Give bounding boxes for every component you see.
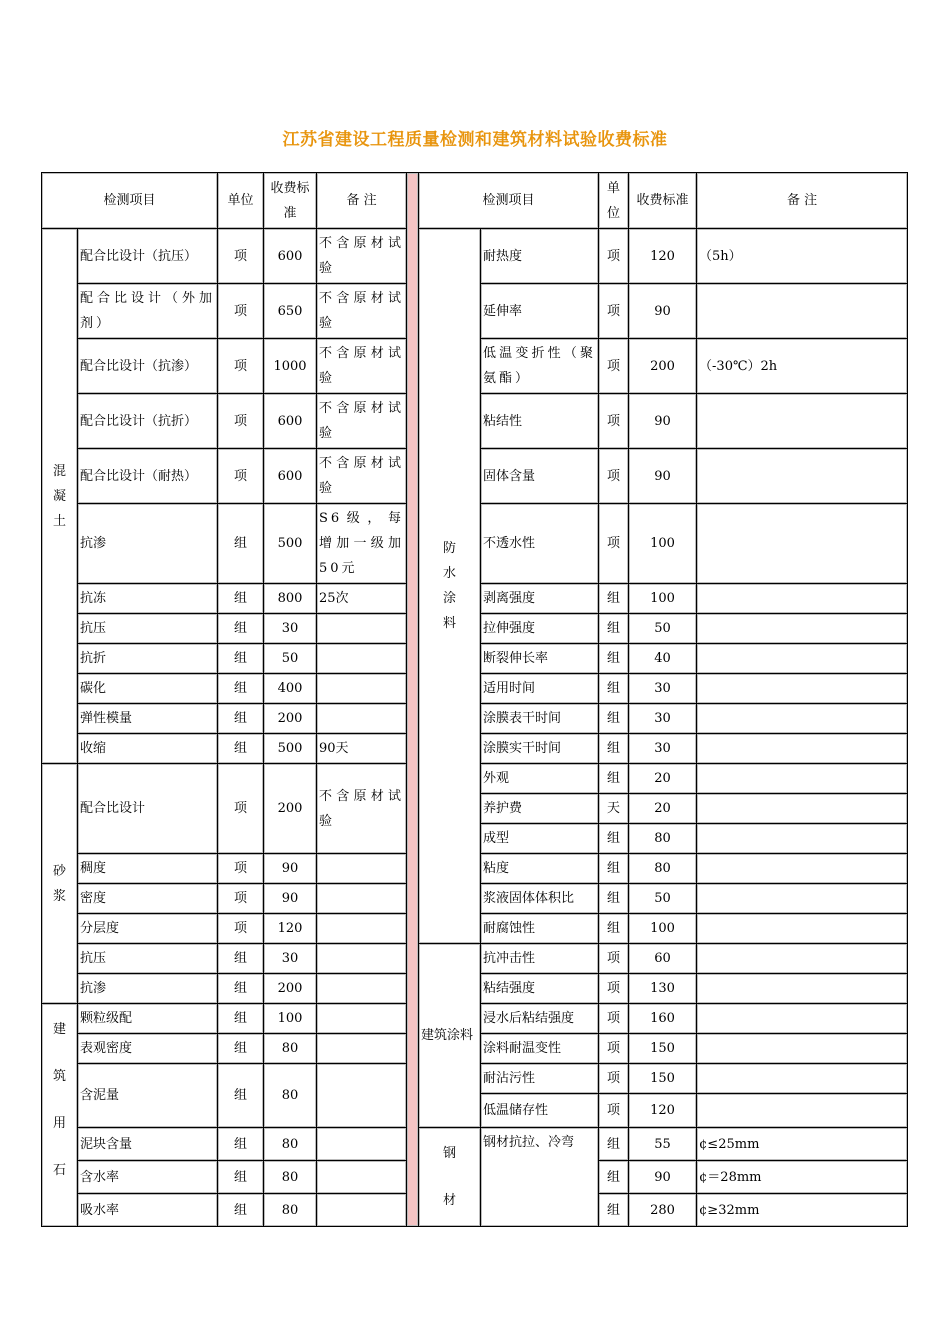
left-note <box>317 644 407 674</box>
right-fee: 100 <box>629 914 697 944</box>
right-fee: 100 <box>629 584 697 614</box>
left-note <box>317 674 407 704</box>
left-fee: 120 <box>264 914 317 944</box>
left-fee: 50 <box>264 644 317 674</box>
table-row <box>42 944 908 974</box>
left-item: 含泥量 <box>78 1064 218 1128</box>
right-unit: 组 <box>599 854 629 884</box>
right-note: ¢≥32mm <box>697 1194 908 1227</box>
left-note: 90天 <box>317 734 407 764</box>
right-unit: 项 <box>599 504 629 584</box>
right-unit: 项 <box>599 974 629 1004</box>
right-note: （-30℃）2h <box>697 339 908 394</box>
right-item: 断裂伸长率 <box>481 644 599 674</box>
right-item: 养护费 <box>481 794 599 824</box>
left-item: 颗粒级配 <box>78 1004 218 1034</box>
left-item: 配合比设计（抗压） <box>78 229 218 284</box>
left-item: 含水率 <box>78 1161 218 1194</box>
right-unit: 项 <box>599 339 629 394</box>
right-note <box>697 449 908 504</box>
right-note <box>697 1004 908 1034</box>
right-item: 浸水后粘结强度 <box>481 1004 599 1034</box>
left-item: 弹性模量 <box>78 704 218 734</box>
right-unit: 组 <box>599 734 629 764</box>
right-item: 外观 <box>481 764 599 794</box>
left-note: 不含原材试验 <box>317 284 407 339</box>
right-note <box>697 584 908 614</box>
left-item: 配合比设计（耐热） <box>78 449 218 504</box>
left-item: 配合比设计（抗渗） <box>78 339 218 394</box>
header-left-fee: 收费标准 <box>264 173 317 229</box>
left-unit: 项 <box>218 764 264 854</box>
left-note: 不含原材试验 <box>317 394 407 449</box>
right-item: 剥离强度 <box>481 584 599 614</box>
right-item: 延伸率 <box>481 284 599 339</box>
right-fee: 150 <box>629 1064 697 1094</box>
category-waterproof-coating: 防水涂料 <box>419 229 481 944</box>
right-fee: 90 <box>629 284 697 339</box>
left-fee: 200 <box>264 704 317 734</box>
right-item: 适用时间 <box>481 674 599 704</box>
left-note: 不含原材试验 <box>317 449 407 504</box>
left-unit: 组 <box>218 1064 264 1128</box>
left-note <box>317 854 407 884</box>
left-fee: 400 <box>264 674 317 704</box>
left-note <box>317 1161 407 1194</box>
right-unit: 天 <box>599 794 629 824</box>
left-fee: 800 <box>264 584 317 614</box>
left-fee: 500 <box>264 504 317 584</box>
left-item: 抗压 <box>78 614 218 644</box>
left-note <box>317 914 407 944</box>
right-unit: 组 <box>599 764 629 794</box>
left-unit: 组 <box>218 614 264 644</box>
right-unit: 项 <box>599 1034 629 1064</box>
right-note <box>697 394 908 449</box>
header-right-note: 备 注 <box>697 173 908 229</box>
right-note <box>697 704 908 734</box>
right-note <box>697 674 908 704</box>
right-item: 钢材抗拉、冷弯 <box>481 1128 599 1227</box>
left-unit: 组 <box>218 734 264 764</box>
left-unit: 项 <box>218 229 264 284</box>
left-note: 不含原材试验 <box>317 229 407 284</box>
left-note <box>317 1194 407 1227</box>
right-item: 成型 <box>481 824 599 854</box>
left-fee: 90 <box>264 854 317 884</box>
left-item: 泥块含量 <box>78 1128 218 1161</box>
left-unit: 项 <box>218 884 264 914</box>
left-note: 不含原材试验 <box>317 764 407 854</box>
left-unit: 组 <box>218 584 264 614</box>
right-unit: 组 <box>599 914 629 944</box>
right-item: 浆液固体体积比 <box>481 884 599 914</box>
table-row <box>42 1128 908 1161</box>
right-unit: 组 <box>599 1194 629 1227</box>
header-left-unit: 单位 <box>218 173 264 229</box>
left-note <box>317 704 407 734</box>
left-fee: 600 <box>264 229 317 284</box>
table-row <box>42 229 908 284</box>
right-unit: 项 <box>599 394 629 449</box>
left-fee: 30 <box>264 614 317 644</box>
right-item: 粘度 <box>481 854 599 884</box>
left-item: 分层度 <box>78 914 218 944</box>
left-unit: 项 <box>218 284 264 339</box>
left-item: 密度 <box>78 884 218 914</box>
left-note <box>317 614 407 644</box>
column-separator <box>407 173 419 1227</box>
left-unit: 组 <box>218 674 264 704</box>
left-note <box>317 1034 407 1064</box>
left-item: 碳化 <box>78 674 218 704</box>
right-note <box>697 644 908 674</box>
right-item: 粘结强度 <box>481 974 599 1004</box>
left-unit: 组 <box>218 974 264 1004</box>
right-note <box>697 284 908 339</box>
right-fee: 280 <box>629 1194 697 1227</box>
right-note: ¢＝28mm <box>697 1161 908 1194</box>
right-item: 低温储存性 <box>481 1094 599 1128</box>
right-item: 抗冲击性 <box>481 944 599 974</box>
right-fee: 100 <box>629 504 697 584</box>
right-fee: 200 <box>629 339 697 394</box>
left-fee: 80 <box>264 1194 317 1227</box>
right-note <box>697 764 908 794</box>
right-note <box>697 504 908 584</box>
right-fee: 80 <box>629 824 697 854</box>
right-item: 耐沾污性 <box>481 1064 599 1094</box>
left-fee: 500 <box>264 734 317 764</box>
left-fee: 650 <box>264 284 317 339</box>
left-fee: 600 <box>264 394 317 449</box>
right-note <box>697 794 908 824</box>
header-right-item: 检测项目 <box>419 173 599 229</box>
right-unit: 项 <box>599 1004 629 1034</box>
fee-table <box>41 172 908 1227</box>
category-steel: 钢材 <box>419 1128 481 1227</box>
right-fee: 80 <box>629 854 697 884</box>
header-row <box>42 173 908 229</box>
left-unit: 组 <box>218 944 264 974</box>
right-unit: 组 <box>599 1161 629 1194</box>
left-item: 表观密度 <box>78 1034 218 1064</box>
right-fee: 55 <box>629 1128 697 1161</box>
right-item: 低温变折性（聚氨酯） <box>481 339 599 394</box>
category-concrete: 混凝土 <box>42 229 78 764</box>
right-unit: 组 <box>599 644 629 674</box>
left-note <box>317 1004 407 1034</box>
left-note: S6级，每增加一级加50元 <box>317 504 407 584</box>
left-item: 配合比设计（抗折） <box>78 394 218 449</box>
right-note <box>697 944 908 974</box>
left-unit: 项 <box>218 854 264 884</box>
right-unit: 组 <box>599 584 629 614</box>
right-item: 涂膜实干时间 <box>481 734 599 764</box>
right-unit: 组 <box>599 1128 629 1161</box>
right-fee: 90 <box>629 394 697 449</box>
right-note <box>697 1064 908 1094</box>
right-note <box>697 734 908 764</box>
left-item: 配合比设计 <box>78 764 218 854</box>
right-item: 耐腐蚀性 <box>481 914 599 944</box>
left-unit: 组 <box>218 644 264 674</box>
right-unit: 组 <box>599 614 629 644</box>
left-unit: 项 <box>218 394 264 449</box>
right-unit: 项 <box>599 229 629 284</box>
left-fee: 80 <box>264 1161 317 1194</box>
right-unit: 组 <box>599 674 629 704</box>
right-note <box>697 854 908 884</box>
right-note <box>697 884 908 914</box>
left-fee: 200 <box>264 974 317 1004</box>
left-note: 不含原材试验 <box>317 339 407 394</box>
left-unit: 组 <box>218 1004 264 1034</box>
left-note <box>317 944 407 974</box>
right-note <box>697 974 908 1004</box>
right-item: 不透水性 <box>481 504 599 584</box>
page-title: 江苏省建设工程质量检测和建筑材料试验收费标准 <box>282 130 668 150</box>
category-mortar: 砂浆 <box>42 764 78 1004</box>
left-unit: 组 <box>218 504 264 584</box>
right-unit: 项 <box>599 1094 629 1128</box>
right-fee: 30 <box>629 734 697 764</box>
right-unit: 项 <box>599 449 629 504</box>
right-fee: 150 <box>629 1034 697 1064</box>
left-unit: 组 <box>218 1128 264 1161</box>
right-note <box>697 1094 908 1128</box>
left-item: 配合比设计（外加剂） <box>78 284 218 339</box>
right-item: 粘结性 <box>481 394 599 449</box>
right-unit: 组 <box>599 704 629 734</box>
left-unit: 项 <box>218 449 264 504</box>
left-unit: 组 <box>218 1161 264 1194</box>
right-unit: 项 <box>599 944 629 974</box>
left-note <box>317 1128 407 1161</box>
right-fee: 90 <box>629 1161 697 1194</box>
right-item: 涂料耐温变性 <box>481 1034 599 1064</box>
header-left-note: 备 注 <box>317 173 407 229</box>
left-fee: 90 <box>264 884 317 914</box>
left-note: 25次 <box>317 584 407 614</box>
left-item: 吸水率 <box>78 1194 218 1227</box>
left-note <box>317 974 407 1004</box>
left-fee: 200 <box>264 764 317 854</box>
left-fee: 600 <box>264 449 317 504</box>
left-fee: 1000 <box>264 339 317 394</box>
right-note: ¢≤25mm <box>697 1128 908 1161</box>
right-fee: 130 <box>629 974 697 1004</box>
right-item: 涂膜表干时间 <box>481 704 599 734</box>
right-note <box>697 824 908 854</box>
right-unit: 组 <box>599 824 629 854</box>
left-item: 抗冻 <box>78 584 218 614</box>
header-left-item: 检测项目 <box>42 173 218 229</box>
left-item: 抗折 <box>78 644 218 674</box>
header-right-unit: 单位 <box>599 173 629 229</box>
right-fee: 160 <box>629 1004 697 1034</box>
left-fee: 80 <box>264 1064 317 1128</box>
left-unit: 组 <box>218 1034 264 1064</box>
left-fee: 30 <box>264 944 317 974</box>
right-fee: 50 <box>629 614 697 644</box>
right-note <box>697 914 908 944</box>
left-note <box>317 884 407 914</box>
left-unit: 项 <box>218 914 264 944</box>
right-note <box>697 614 908 644</box>
right-fee: 20 <box>629 794 697 824</box>
right-fee: 20 <box>629 764 697 794</box>
left-item: 抗渗 <box>78 974 218 1004</box>
right-item: 耐热度 <box>481 229 599 284</box>
right-note <box>697 1034 908 1064</box>
right-fee: 120 <box>629 229 697 284</box>
right-unit: 项 <box>599 1064 629 1094</box>
category-architectural-coating: 建筑涂料 <box>419 944 481 1128</box>
right-unit: 组 <box>599 884 629 914</box>
right-fee: 30 <box>629 704 697 734</box>
left-unit: 项 <box>218 339 264 394</box>
right-note: （5h） <box>697 229 908 284</box>
left-fee: 100 <box>264 1004 317 1034</box>
left-item: 抗压 <box>78 944 218 974</box>
left-item: 抗渗 <box>78 504 218 584</box>
right-fee: 90 <box>629 449 697 504</box>
category-building-stone: 建筑用石 <box>42 1004 78 1227</box>
header-right-fee: 收费标准 <box>629 173 697 229</box>
left-unit: 组 <box>218 1194 264 1227</box>
right-fee: 40 <box>629 644 697 674</box>
right-fee: 120 <box>629 1094 697 1128</box>
left-item: 稠度 <box>78 854 218 884</box>
right-fee: 30 <box>629 674 697 704</box>
right-item: 拉伸强度 <box>481 614 599 644</box>
right-fee: 50 <box>629 884 697 914</box>
right-unit: 项 <box>599 284 629 339</box>
right-fee: 60 <box>629 944 697 974</box>
right-item: 固体含量 <box>481 449 599 504</box>
left-fee: 80 <box>264 1034 317 1064</box>
left-unit: 组 <box>218 704 264 734</box>
left-fee: 80 <box>264 1128 317 1161</box>
left-item: 收缩 <box>78 734 218 764</box>
left-note <box>317 1064 407 1128</box>
